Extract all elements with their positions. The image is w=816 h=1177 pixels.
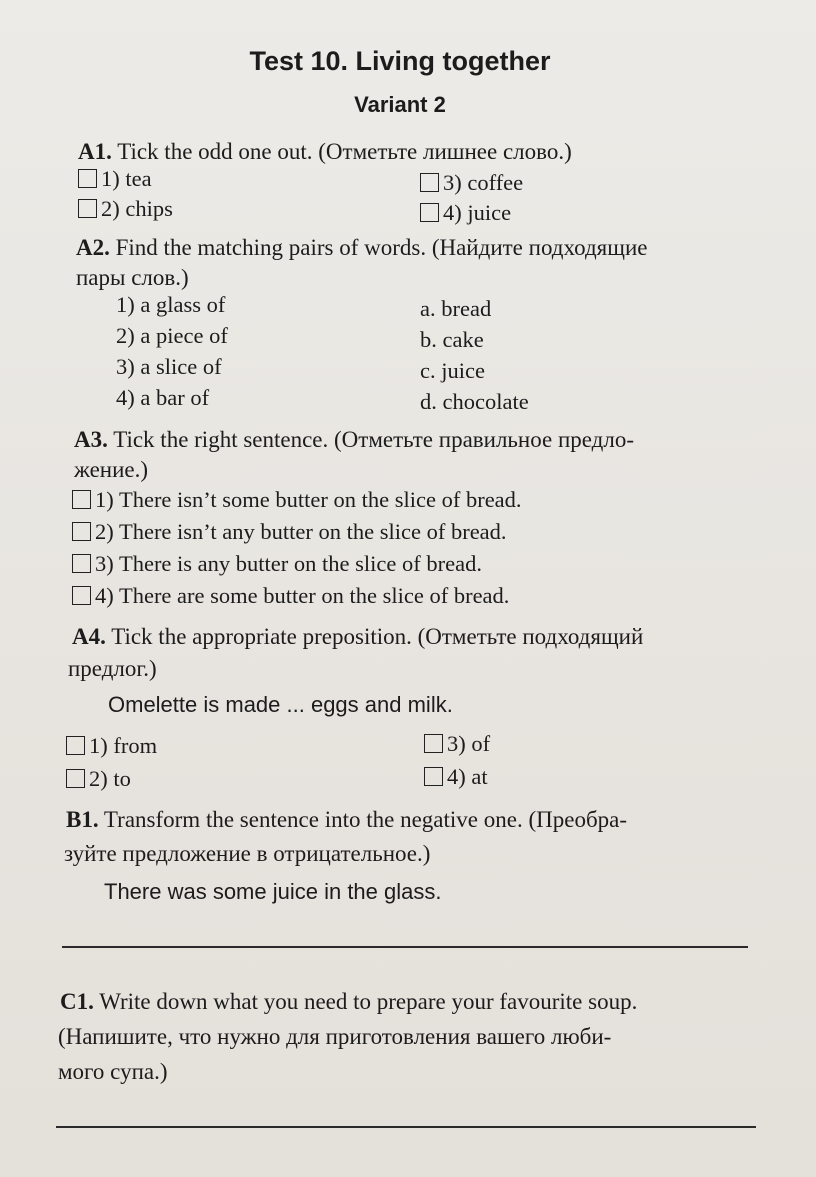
option-label: 2) chips [101,196,173,221]
option-label: 3) of [447,731,491,756]
option-a4-1[interactable] [66,733,157,759]
question-a4 [72,621,643,652]
match-left-1: 1) a glass of [116,292,226,317]
option-label: 1) There isn’t some butter on the slice of bread. [95,487,522,512]
match-left-4: 4) a bar of [116,385,210,410]
question-number: A3. [74,427,108,452]
question-a3-cont: жение.) [74,457,149,482]
checkbox[interactable] [78,199,97,218]
question-c1 [60,986,637,1017]
question-a2-cont: пары слов.) [76,265,189,290]
question-number: B1. [66,807,99,832]
option-a1-2[interactable] [78,196,173,222]
match-right-b: b. cake [420,327,484,352]
question-number: A4. [72,624,106,649]
checkbox[interactable] [78,169,97,188]
option-a4-4[interactable] [424,764,488,790]
option-a4-2[interactable] [66,766,131,792]
checkbox[interactable] [72,490,91,509]
question-a4-cont: предлог.) [68,656,157,681]
checkbox[interactable] [420,173,439,192]
checkbox[interactable] [72,554,91,573]
page-title: Test 10. Living together [249,46,551,76]
question-text: Write down what you need to prepare your favourite soup. [93,989,638,1014]
question-a1 [78,136,572,167]
checkbox[interactable] [424,734,443,753]
option-label: 1) tea [101,166,152,191]
example-sentence: There was some juice in the glass. [104,879,442,904]
option-label: 3) coffee [443,170,524,195]
question-b1-cont: зуйте предложение в отрицательное.) [64,841,431,866]
checkbox[interactable] [72,522,91,541]
question-number: C1. [60,989,94,1014]
option-a4-3[interactable] [424,731,490,757]
option-a3-2[interactable] [72,519,507,545]
checkbox[interactable] [66,769,85,788]
checkbox[interactable] [72,586,91,605]
question-number: A1. [78,139,112,164]
question-text: Transform the sentence into the negative one. (Преобра- [98,807,628,832]
match-left-2: 2) a piece of [116,323,228,348]
question-text: Tick the odd one out. (Отметьте лишнее слово.) [111,139,572,164]
option-label: 3) There is any butter on the slice of bread. [95,551,482,576]
question-c1-cont2: мого супа.) [58,1059,168,1084]
option-a3-4[interactable] [72,583,509,609]
question-a3 [74,424,634,455]
option-label: 2) to [89,766,131,791]
answer-line-b1[interactable] [62,946,748,948]
option-a1-1[interactable] [78,166,152,192]
match-left-3: 3) a slice of [116,354,222,379]
question-a2 [76,232,647,263]
match-right-a: a. bread [420,296,492,321]
option-label: 1) from [89,733,158,758]
option-a1-3[interactable] [420,170,523,196]
question-text: Tick the right sentence. (Отметьте правильное предло- [107,427,635,452]
checkbox[interactable] [424,767,443,786]
option-label: 4) at [447,764,488,789]
variant-label: Variant 2 [354,92,446,117]
question-text: Tick the appropriate preposition. (Отметьте подходящий [105,624,644,649]
option-label: 4) There are some butter on the slice of bread. [95,583,510,608]
checkbox[interactable] [66,736,85,755]
option-a3-3[interactable] [72,551,482,577]
match-right-d: d. chocolate [420,389,529,414]
match-right-c: c. juice [420,358,485,383]
option-label: 4) juice [443,200,512,225]
option-a3-1[interactable] [72,487,522,513]
question-c1-cont: (Напишите, что нужно для приготовления вашего люби- [58,1024,612,1049]
option-a1-4[interactable] [420,200,511,226]
question-text: Find the matching pairs of words. (Найдите подходящие [109,235,648,260]
question-b1 [66,804,627,835]
answer-line-c1[interactable] [56,1126,756,1128]
checkbox[interactable] [420,203,439,222]
question-number: A2. [76,235,110,260]
example-sentence: Omelette is made ... eggs and milk. [108,692,453,717]
option-label: 2) There isn’t any butter on the slice of bread. [95,519,507,544]
